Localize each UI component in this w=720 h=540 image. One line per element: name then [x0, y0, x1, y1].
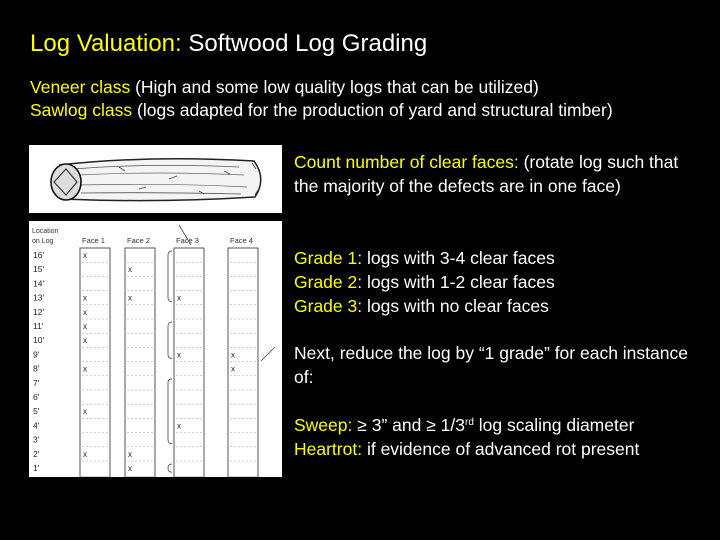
row-label: 13': [33, 292, 45, 303]
heartrot-line: [294, 437, 714, 461]
grade-1-label: Grade 1: [294, 248, 358, 268]
grade-1-text: logs with 3-4 clear faces: [366, 248, 555, 268]
reduce-grade-text: Next, reduce the log by “1 grade” for each instance of:: [294, 343, 688, 387]
grade-list: [294, 246, 704, 318]
row-label: 16': [33, 250, 45, 260]
grade-2-line: Grade 2: logs with 1-2 clear faces: [294, 272, 555, 292]
row-label: 5': [33, 406, 40, 417]
face-header: Face 4: [230, 236, 253, 245]
defect-mark: x: [177, 350, 181, 360]
face-column: [228, 248, 258, 477]
row-label: 12': [33, 306, 45, 317]
defect-mark: x: [177, 293, 181, 303]
grade-1-line: Grade 1: logs with 3-4 clear faces: [294, 248, 555, 268]
section-bracket: [168, 464, 172, 472]
row-label: 9': [33, 349, 40, 360]
sweep-text: log scaling diameter: [478, 415, 635, 435]
sweep-superscript: rd: [465, 417, 474, 428]
row-label: 4': [33, 420, 40, 431]
row-label: 8': [33, 363, 40, 374]
heartrot-text: if evidence of advanced rot present: [366, 439, 640, 459]
sawlog-class-label: Sawlog class: [30, 100, 133, 120]
log-illustration: [29, 145, 282, 213]
defect-location-chart: [29, 221, 282, 477]
row-label: 6': [33, 392, 40, 402]
sweep-criteria: ≥ 3” and ≥ 1/3: [357, 415, 465, 435]
row-label: 2': [33, 448, 40, 459]
defect-mark: x: [83, 336, 87, 346]
row-label: 15': [33, 264, 45, 275]
face-header: Face 1: [82, 236, 105, 245]
section-bracket: [168, 322, 172, 359]
section-bracket: [168, 379, 172, 444]
defect-mark: x: [83, 364, 87, 374]
face-header: Face 3: [176, 236, 199, 245]
defect-mark: x: [128, 449, 132, 459]
location-header-1: Location: [32, 228, 59, 235]
defect-mark: x: [128, 265, 132, 275]
count-text: (rotate log such that the majority of the defects are in one face): [294, 152, 679, 196]
veneer-class-line: [30, 76, 613, 99]
defect-mark: x: [231, 350, 235, 360]
face-column: [174, 248, 204, 477]
count-label: Count number of clear faces:: [294, 152, 519, 172]
row-label: 14': [33, 278, 45, 289]
row-label: 3': [33, 434, 40, 445]
face-header: Face 2: [127, 236, 150, 245]
section-bracket: [168, 251, 172, 302]
grade-3-line: Grade 3: logs with no clear faces: [294, 296, 549, 316]
title-label: Log Valuation:: [30, 30, 182, 57]
grade-3-text: logs with no clear faces: [366, 296, 549, 316]
sawlog-class-line: [30, 99, 613, 122]
defect-mark: x: [83, 449, 87, 459]
row-label: 7': [33, 377, 40, 388]
face-column: [125, 248, 155, 477]
veneer-class-text: (High and some low quality logs that can be utilized): [135, 77, 539, 97]
slide-title: [30, 30, 427, 58]
row-label: 10': [33, 335, 45, 346]
defect-mark: x: [83, 307, 87, 317]
defect-rules: [294, 413, 714, 461]
face-column: [80, 248, 110, 477]
grade-2-label: Grade 2: [294, 272, 358, 292]
location-header-2: on Log: [32, 238, 54, 245]
grade-2-text: logs with 1-2 clear faces: [366, 272, 555, 292]
defect-mark: x: [128, 464, 132, 473]
defect-mark: x: [231, 364, 235, 374]
defect-mark: x: [83, 322, 87, 331]
veneer-class-label: Veneer class: [30, 77, 131, 97]
count-clear-faces: [294, 150, 704, 198]
sweep-label: Sweep:: [294, 415, 353, 435]
heartrot-label: Heartrot:: [294, 439, 363, 459]
row-label: 1': [33, 463, 40, 473]
defect-mark: x: [83, 251, 87, 260]
defect-mark: x: [83, 293, 87, 303]
defect-mark: x: [177, 421, 181, 431]
sweep-line: [294, 413, 714, 437]
defect-mark: x: [128, 293, 132, 303]
pointer-line: [261, 347, 275, 361]
defect-mark: x: [83, 407, 87, 417]
class-definitions: [30, 76, 613, 122]
row-label: 11': [33, 321, 44, 331]
sawlog-class-text: (logs adapted for the production of yard and structural timber): [137, 100, 613, 120]
grade-3-label: Grade 3: [294, 296, 358, 316]
title-text: Softwood Log Grading: [188, 30, 428, 57]
